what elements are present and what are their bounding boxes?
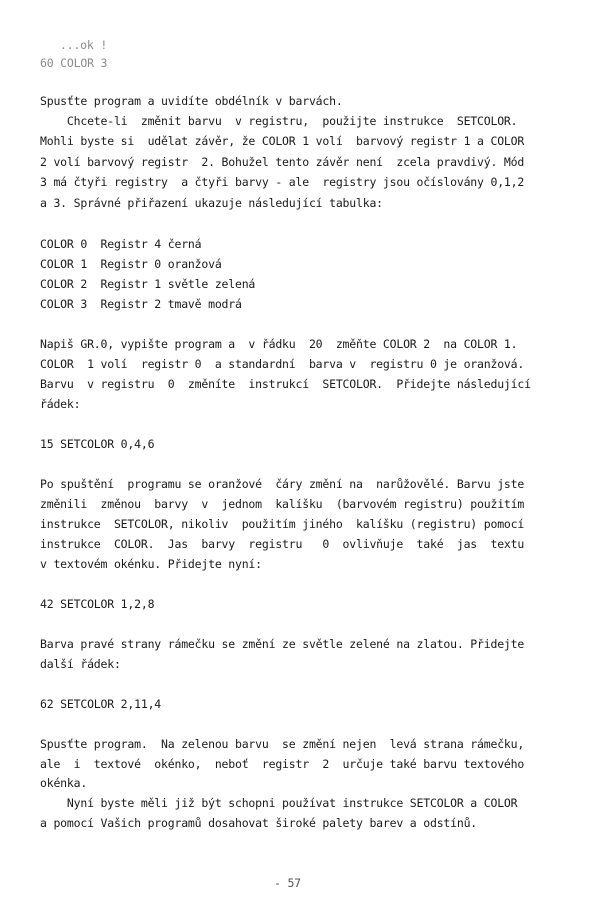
text-line: Spusťte program. Na zelenou barvu se změní nejen levá strana rámečku, [40, 737, 525, 751]
text-line: instrukce COLOR. Jas barvy registru 0 ovlivňuje také jas textu [40, 537, 525, 551]
text-line: okénka. [40, 776, 88, 790]
text-line: další řádek: [40, 657, 121, 671]
text-line: Napiš GR.0, vypište program a v řádku 20 změňte COLOR 2 na COLOR 1. [40, 337, 518, 351]
text-line: instrukce SETCOLOR, nikoliv použitím jiného kalíšku (registru) pomocí [40, 517, 525, 531]
table-row: COLOR 0 Registr 4 černá [40, 237, 202, 251]
code-line-62: 62 SETCOLOR 2,11,4 [40, 697, 162, 711]
text-line: řádek: [40, 397, 81, 411]
header-line-2: 60 COLOR 3 [40, 56, 108, 70]
table-row: COLOR 3 Registr 2 tmavě modrá [40, 297, 242, 311]
header-line-1: ...ok ! [60, 38, 108, 52]
page-number: - 57 [274, 876, 301, 890]
text-line: změnili změnou barvy v jednom kalíšku (barvovém registru) použitím [40, 497, 525, 511]
text-line: 3 má čtyři registry a čtyři barvy - ale registry jsou očíslovány 0,1,2 [40, 175, 525, 189]
code-line-42: 42 SETCOLOR 1,2,8 [40, 597, 155, 611]
text-line: Nyní byste měli již být schopni používat instrukce SETCOLOR a COLOR [40, 796, 518, 810]
text-line: Po spuštění programu se oranžové čáry změní na narůžovělé. Barvu jste [40, 477, 525, 491]
text-line: a pomocí Vašich programů dosahovat široké palety barev a odstínů. [40, 816, 478, 830]
text-line: ale i textové okénko, neboť registr 2 určuje také barvu textového [40, 757, 525, 771]
text-line: Barvu v registru 0 změníte instrukcí SETCOLOR. Přidejte následující [40, 377, 531, 391]
table-row: COLOR 2 Registr 1 světle zelená [40, 277, 256, 291]
text-line: Spusťte program a uvidíte obdélník v barvách. [40, 94, 343, 108]
text-line: 2 volí barvový registr 2. Bohužel tento závěr není zcela pravdivý. Mód [40, 155, 525, 169]
text-line: v textovém okénku. Přidejte nyní: [40, 557, 262, 571]
text-line: Mohli byste si udělat závěr, že COLOR 1 volí barvový registr 1 a COLOR [40, 134, 525, 148]
text-line: COLOR 1 volí registr 0 a standardní barva v registru 0 je oranžová. [40, 357, 525, 371]
table-row: COLOR 1 Registr 0 oranžová [40, 257, 222, 271]
text-line: Chcete-li změnit barvu v registru, použijte instrukce SETCOLOR. [40, 114, 518, 128]
text-line: a 3. Správné přiřazení ukazuje následující tabulka: [40, 196, 383, 210]
code-line-15: 15 SETCOLOR 0,4,6 [40, 437, 155, 451]
text-line: Barva pravé strany rámečku se změní ze světle zelené na zlatou. Přidejte [40, 637, 525, 651]
